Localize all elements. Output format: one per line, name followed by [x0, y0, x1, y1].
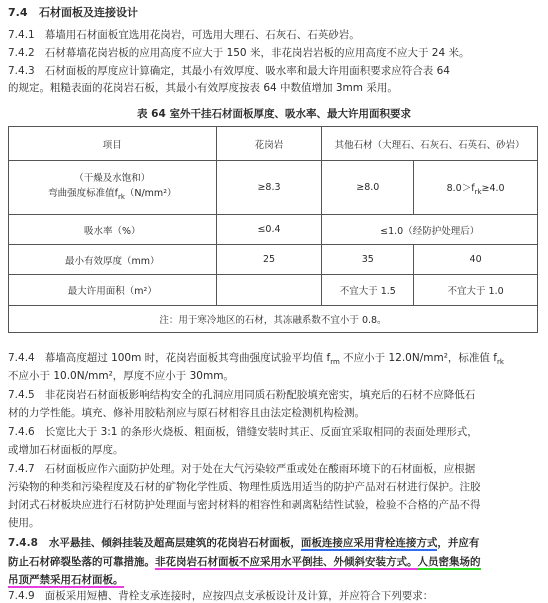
clause-7-4-6-cont: 或增加石材面板的厚度。: [8, 444, 124, 456]
clause-7-4-4-cont: 不应小于 10.0N/mm²，厚度不应小于 30mm。: [8, 370, 234, 382]
clause-7-4-2: 7.4.2 石材幕墙花岗岩板的应用高度不应大于 150 米，非花岗岩岩板的应用高度不应大于 24 米。: [8, 47, 470, 59]
clause-7-4-5-cont: 材的力学性能。填充、修补用胶粘剂应与原石材相容且由法定检测机构检测。: [8, 407, 365, 419]
cell-other-b: 不宜大于 1.0: [414, 275, 538, 306]
cell-other-a: 35: [322, 245, 414, 275]
cell-granite: ≤0.4: [216, 215, 322, 245]
row-label: 最大许用面积（m²）: [9, 275, 217, 306]
section-heading: [8, 6, 540, 20]
header-other-stone: 其他石材（大理石、石灰石、石英石、砂岩）: [322, 127, 538, 161]
highlight-ceiling: 吊顶严禁采用石材面板。: [8, 574, 124, 586]
header-granite: 花岗岩: [216, 127, 322, 161]
table-row-max-area: [9, 275, 538, 306]
row-label: 吸水率（%）: [9, 215, 217, 245]
clause-7-4-7-cont3: 使用。: [8, 517, 40, 529]
clause-7-4-8-cont2: [8, 573, 540, 587]
table-header-row: [9, 127, 538, 161]
clause-7-4-9: 7.4.9 面板采用短槽、背栓支承连接时，应按四点支承板设计及计算，并应符合下列要求：: [8, 590, 434, 602]
clause-7-4-8: 7.4.8 水平悬挂、倾斜挂装及超高层建筑的花岗岩石材面板，面板连接应采用背栓连接方式，并应有: [8, 537, 480, 549]
header-item: 项目: [9, 127, 217, 161]
section-number: 7.4: [8, 6, 28, 19]
row-label: 最小有效厚度（mm）: [9, 245, 217, 275]
highlight-non-granite: 非花岗岩石材面板不应采用水平倒挂、外倾斜安装方式。: [155, 556, 418, 568]
cell-other-b: $8.0>f_{rk}\ge 4.0$: [414, 161, 538, 215]
highlight-back-bolt: 面板连接应采用背栓连接方式: [300, 537, 438, 549]
section-title: 石材面板及连接设计: [39, 6, 138, 19]
cell-other-b: 40: [414, 245, 538, 275]
cell-other: ≤1.0（经防护处理后）: [322, 215, 538, 245]
stone-requirements-table: [8, 126, 538, 333]
clause-7-4-4: 7.4.4 幕墙高度超过 100m 时，花岗岩面板其弯曲强度试验平均值 $f_{rm}$ 不应小于 12.0N/mm²，标准值 $f_{rk}$: [8, 352, 504, 367]
table-caption: 表 64 室外干挂石材面板厚度、吸水率、最大许用面积要求: [137, 108, 411, 120]
table-note-row: [9, 306, 538, 333]
cell-granite: 25: [216, 245, 322, 275]
highlight-crowded-area: 人员密集场的: [417, 556, 481, 568]
clause-7-4-5: 7.4.5 非花岗岩石材面板影响结构安全的孔洞应用同质石粉配胶填充密实，填充后的石材不应降低石: [8, 389, 476, 401]
table-row-water-absorption: [9, 215, 538, 245]
clause-7-4-7-cont2: 封闭式石材板块应进行石材防护处理面与密封材料的相容性和剥离粘结性试验，检验不合格的产品不得: [8, 499, 481, 511]
clause-7-4-8-cont1: 防止石材碎裂坠落的可靠措施。非花岗岩石材面板不应采用水平倒挂、外倾斜安装方式。人员密集场的: [8, 556, 481, 568]
table-note: 注：用于寒冷地区的石材，其冻融系数不宜小于 0.8。: [9, 306, 538, 333]
clause-7-4-1: 7.4.1 幕墙用石材面板宜选用花岗岩，可选用大理石、石灰石、石英砂岩。: [8, 29, 360, 41]
cell-granite: ≥8.3: [216, 161, 322, 215]
cell-other-a: 不宜大于 1.5: [322, 275, 414, 306]
table-row-min-thickness: [9, 245, 538, 275]
row-label: （干燥及水饱和） 弯曲强度标准值$f_{rk}(N/mm^2)$: [9, 161, 217, 215]
table-row-flexural-strength: [9, 161, 538, 215]
clause-7-4-3-cont: 的规定。粗糙表面的花岗岩石板，其最小有效厚度按表 64 中数值增加 3mm 采用。: [8, 82, 398, 94]
cell-other-a: ≥8.0: [322, 161, 414, 215]
cell-granite: [216, 275, 322, 306]
clause-7-4-7: 7.4.7 石材面板应作六面防护处理。对于处在大气污染较严重或处在酸雨环境下的石材面板，应根据: [8, 463, 476, 475]
clause-7-4-3: 7.4.3 石材面板的厚度应计算确定，其最小有效厚度、吸水率和最大许用面积要求应符合表 64: [8, 65, 450, 77]
clause-7-4-6: 7.4.6 长宽比大于 3:1 的条形火烧板、粗面板，错缝安装时其正、反面宜采取相同的表面处理形式，: [8, 426, 478, 438]
clause-7-4-7-cont1: 污染物的种类和污染程度及石材的矿物化学性质、物理性质选用适当的防护产品对石材进行保护。注胶: [8, 481, 481, 493]
